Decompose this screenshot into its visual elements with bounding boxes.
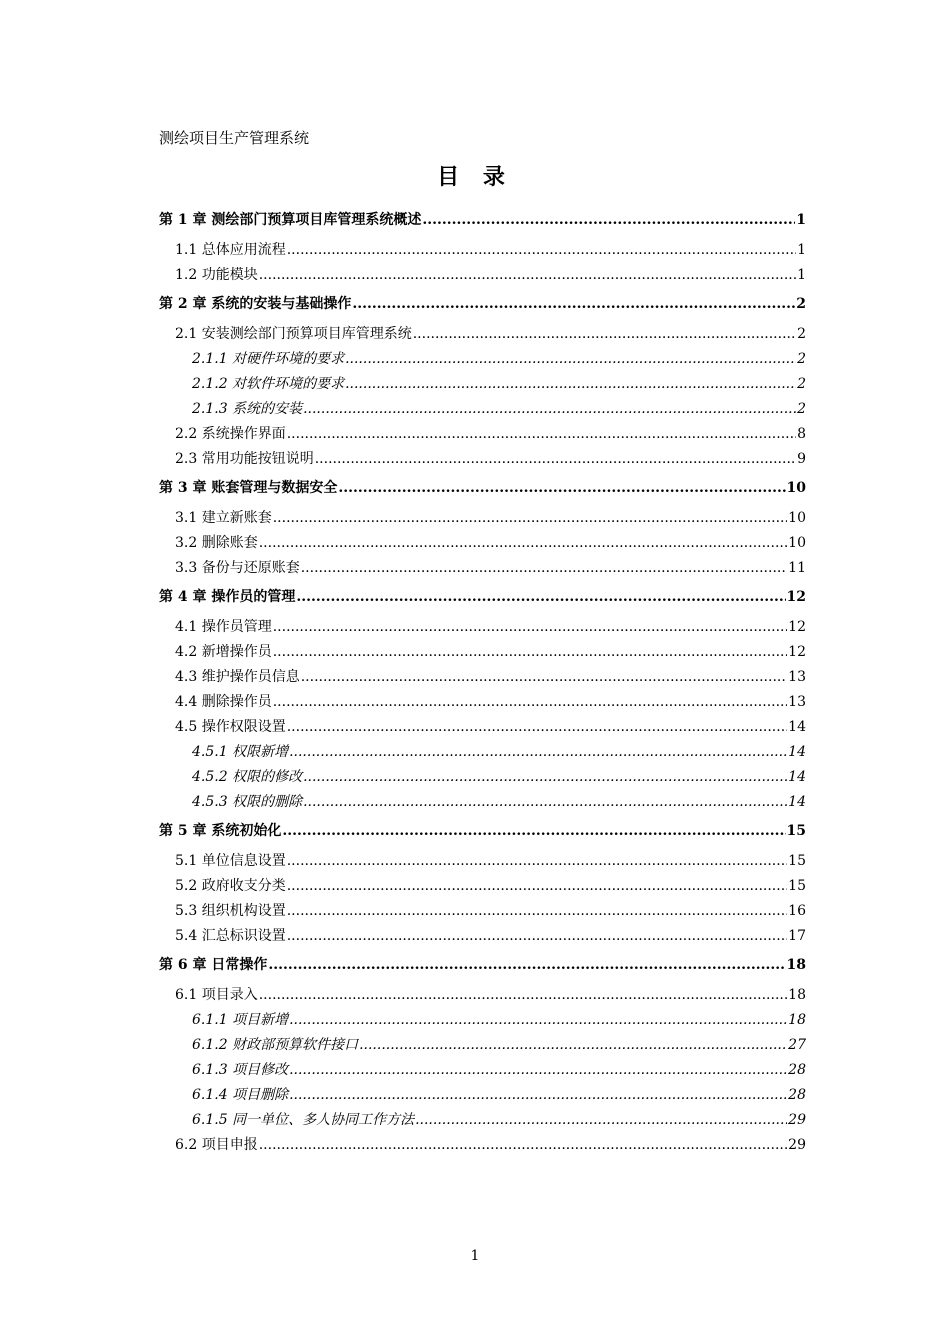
toc-entry-page: 12 bbox=[786, 589, 806, 605]
toc-entry-page: 27 bbox=[788, 1037, 806, 1053]
toc-dot-leader bbox=[273, 640, 787, 665]
toc-entry[interactable] bbox=[159, 924, 806, 949]
toc-entry[interactable] bbox=[159, 1033, 806, 1058]
toc-dot-leader bbox=[345, 372, 796, 397]
toc-dot-leader bbox=[345, 347, 796, 372]
toc-title: 目 录 bbox=[437, 165, 513, 190]
toc-entry[interactable] bbox=[159, 422, 806, 447]
toc-entry-label: 6.1.5 同一单位、多人协同工作方法 bbox=[192, 1112, 415, 1128]
toc-dot-leader bbox=[287, 874, 787, 899]
toc-entry-label: 6.1.4 项目删除 bbox=[192, 1087, 289, 1103]
toc-entry-page: 10 bbox=[786, 480, 806, 496]
toc-entry[interactable] bbox=[159, 899, 806, 924]
toc-dot-leader bbox=[338, 476, 785, 501]
toc-entry[interactable] bbox=[159, 238, 806, 263]
toc-entry-label: 4.5.1 权限新增 bbox=[192, 744, 289, 760]
toc-dot-leader bbox=[259, 531, 787, 556]
toc-entry-page: 10 bbox=[788, 535, 806, 551]
toc-chapter-entry[interactable] bbox=[159, 585, 806, 610]
toc-entry[interactable] bbox=[159, 740, 806, 765]
toc-entry-page: 29 bbox=[788, 1137, 806, 1153]
toc-entry-page: 18 bbox=[788, 1012, 806, 1028]
toc-entry-page: 9 bbox=[797, 451, 806, 467]
toc-entry-page: 8 bbox=[797, 426, 806, 442]
toc-entry[interactable] bbox=[159, 715, 806, 740]
toc-entry-page: 18 bbox=[786, 957, 806, 973]
table-of-contents bbox=[159, 208, 806, 1158]
toc-entry-label: 2.1.2 对软件环境的要求 bbox=[192, 376, 345, 392]
toc-entry-label: 第 5 章 系统初始化 bbox=[159, 823, 282, 839]
toc-entry-label: 6.1.1 项目新增 bbox=[192, 1012, 289, 1028]
toc-entry-page: 10 bbox=[788, 510, 806, 526]
toc-entry-label: 3.2 删除账套 bbox=[175, 535, 258, 551]
toc-dot-leader bbox=[301, 556, 787, 581]
toc-entry-label: 2.1 安装测绘部门预算项目库管理系统 bbox=[175, 326, 412, 342]
toc-entry-label: 3.3 备份与还原账套 bbox=[175, 560, 300, 576]
toc-entry[interactable] bbox=[159, 372, 806, 397]
toc-entry-page: 1 bbox=[797, 242, 806, 258]
toc-entry-label: 4.5.3 权限的删除 bbox=[192, 794, 303, 810]
toc-entry-label: 4.5 操作权限设置 bbox=[175, 719, 286, 735]
toc-entry-page: 13 bbox=[788, 694, 806, 710]
toc-entry[interactable] bbox=[159, 1008, 806, 1033]
toc-entry-label: 4.5.2 权限的修改 bbox=[192, 769, 303, 785]
toc-entry-label: 6.1.3 项目修改 bbox=[192, 1062, 289, 1078]
toc-entry-page: 1 bbox=[796, 212, 806, 228]
toc-entry-page: 15 bbox=[788, 878, 806, 894]
toc-dot-leader bbox=[273, 690, 787, 715]
toc-entry-label: 第 6 章 日常操作 bbox=[159, 957, 268, 973]
toc-entry-label: 第 1 章 测绘部门预算项目库管理系统概述 bbox=[159, 212, 422, 228]
toc-dot-leader bbox=[259, 263, 796, 288]
toc-entry[interactable] bbox=[159, 790, 806, 815]
toc-entry[interactable] bbox=[159, 874, 806, 899]
toc-entry-label: 4.2 新增操作员 bbox=[175, 644, 272, 660]
toc-entry[interactable] bbox=[159, 1058, 806, 1083]
toc-entry-label: 5.4 汇总标识设置 bbox=[175, 928, 286, 944]
toc-entry[interactable] bbox=[159, 347, 806, 372]
toc-entry-page: 14 bbox=[788, 769, 806, 785]
toc-entry[interactable] bbox=[159, 615, 806, 640]
toc-entry-label: 5.3 组织机构设置 bbox=[175, 903, 286, 919]
toc-entry-label: 4.3 维护操作员信息 bbox=[175, 669, 300, 685]
toc-entry-label: 第 4 章 操作员的管理 bbox=[159, 589, 296, 605]
toc-entry[interactable] bbox=[159, 531, 806, 556]
toc-entry-page: 14 bbox=[788, 794, 806, 810]
toc-dot-leader bbox=[315, 447, 796, 472]
toc-dot-leader bbox=[287, 238, 796, 263]
toc-dot-leader bbox=[282, 819, 785, 844]
toc-dot-leader bbox=[289, 1058, 787, 1083]
toc-entry-label: 4.4 删除操作员 bbox=[175, 694, 272, 710]
toc-entry[interactable] bbox=[159, 447, 806, 472]
toc-entry-page: 1 bbox=[797, 267, 806, 283]
toc-entry-label: 2.1.1 对硬件环境的要求 bbox=[192, 351, 345, 367]
toc-entry[interactable] bbox=[159, 322, 806, 347]
toc-dot-leader bbox=[415, 1108, 787, 1133]
toc-entry-label: 2.1.3 系统的安装 bbox=[192, 401, 303, 417]
toc-dot-leader bbox=[303, 765, 787, 790]
toc-dot-leader bbox=[352, 292, 795, 317]
toc-entry-label: 5.2 政府收支分类 bbox=[175, 878, 286, 894]
toc-chapter-entry[interactable] bbox=[159, 208, 806, 233]
running-header: 测绘项目生产管理系统 bbox=[159, 129, 310, 147]
toc-entry[interactable] bbox=[159, 506, 806, 531]
toc-entry-page: 28 bbox=[788, 1062, 806, 1078]
toc-entry-page: 2 bbox=[797, 401, 806, 417]
toc-entry[interactable] bbox=[159, 397, 806, 422]
toc-entry-label: 第 3 章 账套管理与数据安全 bbox=[159, 480, 338, 496]
toc-dot-leader bbox=[422, 208, 795, 233]
toc-dot-leader bbox=[303, 790, 787, 815]
toc-entry-label: 5.1 单位信息设置 bbox=[175, 853, 286, 869]
toc-dot-leader bbox=[273, 615, 787, 640]
toc-entry-label: 2.2 系统操作界面 bbox=[175, 426, 286, 442]
toc-entry-page: 11 bbox=[788, 560, 806, 576]
toc-dot-leader bbox=[296, 585, 785, 610]
toc-entry[interactable] bbox=[159, 1108, 806, 1133]
toc-entry[interactable] bbox=[159, 640, 806, 665]
toc-dot-leader bbox=[413, 322, 796, 347]
toc-entry-page: 2 bbox=[796, 296, 806, 312]
toc-entry-page: 2 bbox=[797, 376, 806, 392]
toc-dot-leader bbox=[303, 397, 796, 422]
toc-entry-page: 16 bbox=[788, 903, 806, 919]
toc-dot-leader bbox=[289, 1008, 787, 1033]
toc-entry-label: 2.3 常用功能按钮说明 bbox=[175, 451, 314, 467]
toc-entry-page: 2 bbox=[797, 351, 806, 367]
toc-dot-leader bbox=[259, 1133, 787, 1158]
toc-entry-label: 6.2 项目申报 bbox=[175, 1137, 258, 1153]
toc-entry-page: 18 bbox=[788, 987, 806, 1003]
toc-entry[interactable] bbox=[159, 849, 806, 874]
toc-entry-page: 2 bbox=[797, 326, 806, 342]
toc-entry-label: 6.1.2 财政部预算软件接口 bbox=[192, 1037, 359, 1053]
toc-entry-page: 28 bbox=[788, 1087, 806, 1103]
toc-entry-page: 29 bbox=[788, 1112, 806, 1128]
toc-dot-leader bbox=[289, 740, 787, 765]
toc-dot-leader bbox=[301, 665, 787, 690]
page-number: 1 bbox=[470, 1248, 480, 1264]
toc-entry-label: 1.2 功能模块 bbox=[175, 267, 258, 283]
toc-entry-page: 15 bbox=[786, 823, 806, 839]
toc-entry-label: 4.1 操作员管理 bbox=[175, 619, 272, 635]
toc-entry-label: 第 2 章 系统的安装与基础操作 bbox=[159, 296, 352, 312]
toc-dot-leader bbox=[289, 1083, 787, 1108]
toc-dot-leader bbox=[268, 953, 785, 978]
toc-entry-page: 14 bbox=[788, 719, 806, 735]
toc-entry-page: 14 bbox=[788, 744, 806, 760]
toc-dot-leader bbox=[287, 715, 787, 740]
toc-entry[interactable] bbox=[159, 556, 806, 581]
toc-entry[interactable] bbox=[159, 1133, 806, 1158]
toc-chapter-entry[interactable] bbox=[159, 953, 806, 978]
toc-entry-page: 13 bbox=[788, 669, 806, 685]
toc-chapter-entry[interactable] bbox=[159, 292, 806, 317]
toc-entry-label: 3.1 建立新账套 bbox=[175, 510, 272, 526]
toc-entry[interactable] bbox=[159, 765, 806, 790]
toc-chapter-entry[interactable] bbox=[159, 476, 806, 501]
toc-dot-leader bbox=[287, 849, 787, 874]
toc-entry[interactable] bbox=[159, 263, 806, 288]
toc-entry-label: 6.1 项目录入 bbox=[175, 987, 258, 1003]
toc-entry-page: 12 bbox=[788, 619, 806, 635]
toc-entry[interactable] bbox=[159, 983, 806, 1008]
toc-dot-leader bbox=[287, 924, 787, 949]
toc-entry-label: 1.1 总体应用流程 bbox=[175, 242, 286, 258]
toc-dot-leader bbox=[287, 422, 796, 447]
toc-entry-page: 15 bbox=[788, 853, 806, 869]
toc-entry-page: 12 bbox=[788, 644, 806, 660]
toc-entry[interactable] bbox=[159, 665, 806, 690]
toc-entry-page: 17 bbox=[788, 928, 806, 944]
toc-entry[interactable] bbox=[159, 690, 806, 715]
toc-dot-leader bbox=[273, 506, 787, 531]
toc-dot-leader bbox=[287, 899, 787, 924]
toc-entry[interactable] bbox=[159, 1083, 806, 1108]
toc-chapter-entry[interactable] bbox=[159, 819, 806, 844]
toc-dot-leader bbox=[359, 1033, 787, 1058]
toc-dot-leader bbox=[259, 983, 787, 1008]
